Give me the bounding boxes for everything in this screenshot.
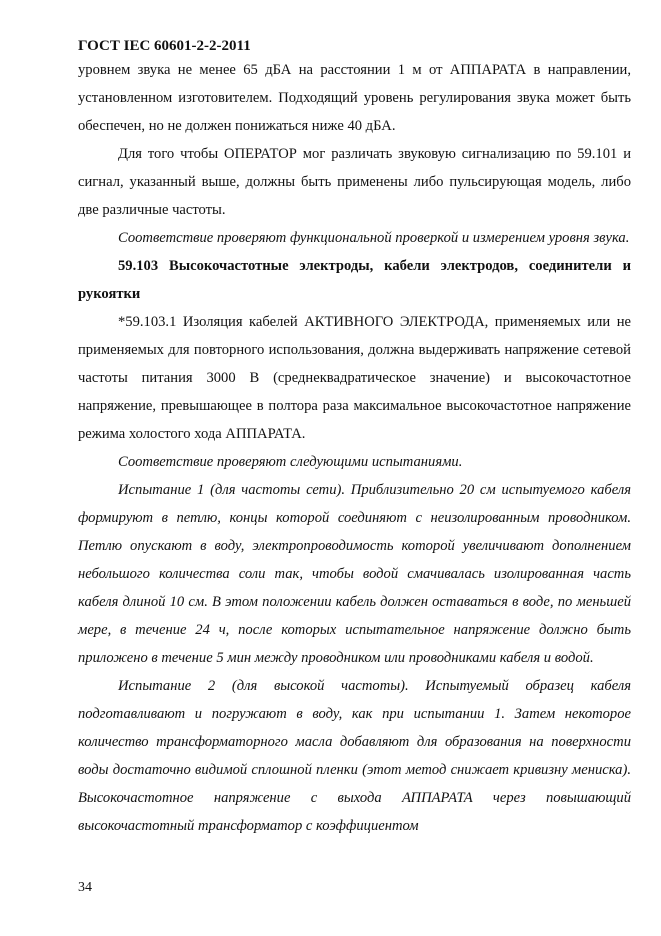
paragraph-test-1: Испытание 1 (для частоты сети). Приблизительно 20 см испытуемого кабеля формируют в петлю, концы которой соединяют с неизолированным проводником. Петлю опускают в воду, электропроводимость которой увеличивают дополнением небольшого количества соли так, чтобы водой смачивалась изолированная часть кабеля длиной 10 см. В этом положении кабель должен оставаться в воде, по меньшей мере, в течение 24 ч, после которых испытательное напряжение должно быть приложено в течение 5 мин между проводником или проводниками кабеля и водой. [78, 482, 631, 666]
page-number: 34 [78, 880, 92, 895]
document-page [78, 36, 631, 840]
paragraph-sound-level: уровнем звука не менее 65 дБА на расстоянии 1 м от АППАРАТА в направлении, установленном изготовителем. Подходящий уровень регулирования звука может быть обеспечен, но не должен понижаться ниже 40 дБА. [78, 62, 631, 134]
paragraph-operator-signal: Для того чтобы ОПЕРАТОР мог различать звуковую сигнализацию по 59.101 и сигнал, указанный выше, должны быть применены либо пульсирующая модель, либо две различные частоты. [78, 146, 631, 218]
paragraph-59-103-1: *59.103.1 Изоляция кабелей АКТИВНОГО ЭЛЕКТРОДА, применяемых или не применяемых для повторного использования, должна выдерживать напряжение сетевой частоты питания 3000 В (среднеквадратическое значение) и высокочастотное напряжение, превышающее в полтора раза максимальное высокочастотное напряжение режима холостого хода АППАРАТА. [78, 314, 631, 442]
section-heading-59-103: 59.103 Высокочастотные электроды, кабели электродов, соединители и рукоятки [78, 258, 631, 302]
document-header: ГОСТ IEC 60601-2-2-2011 [78, 38, 251, 54]
paragraph-test-2: Испытание 2 (для высокой частоты). Испытуемый образец кабеля подготавливают и погружают в воду, как при испытании 1. Затем некоторое количество трансформаторного масла добавляют для образования на поверхности воды достаточно видимой сплошной пленки (этот метод снижает кривизну мениска). Высокочастотное напряжение с выхода АППАРАТА через повышающий высокочастотный трансформатор с коэффициентом [78, 678, 631, 834]
paragraph-compliance-sound: Соответствие проверяют функциональной проверкой и измерением уровня звука. [118, 230, 630, 246]
paragraph-compliance-tests: Соответствие проверяют следующими испытаниями. [118, 454, 463, 470]
